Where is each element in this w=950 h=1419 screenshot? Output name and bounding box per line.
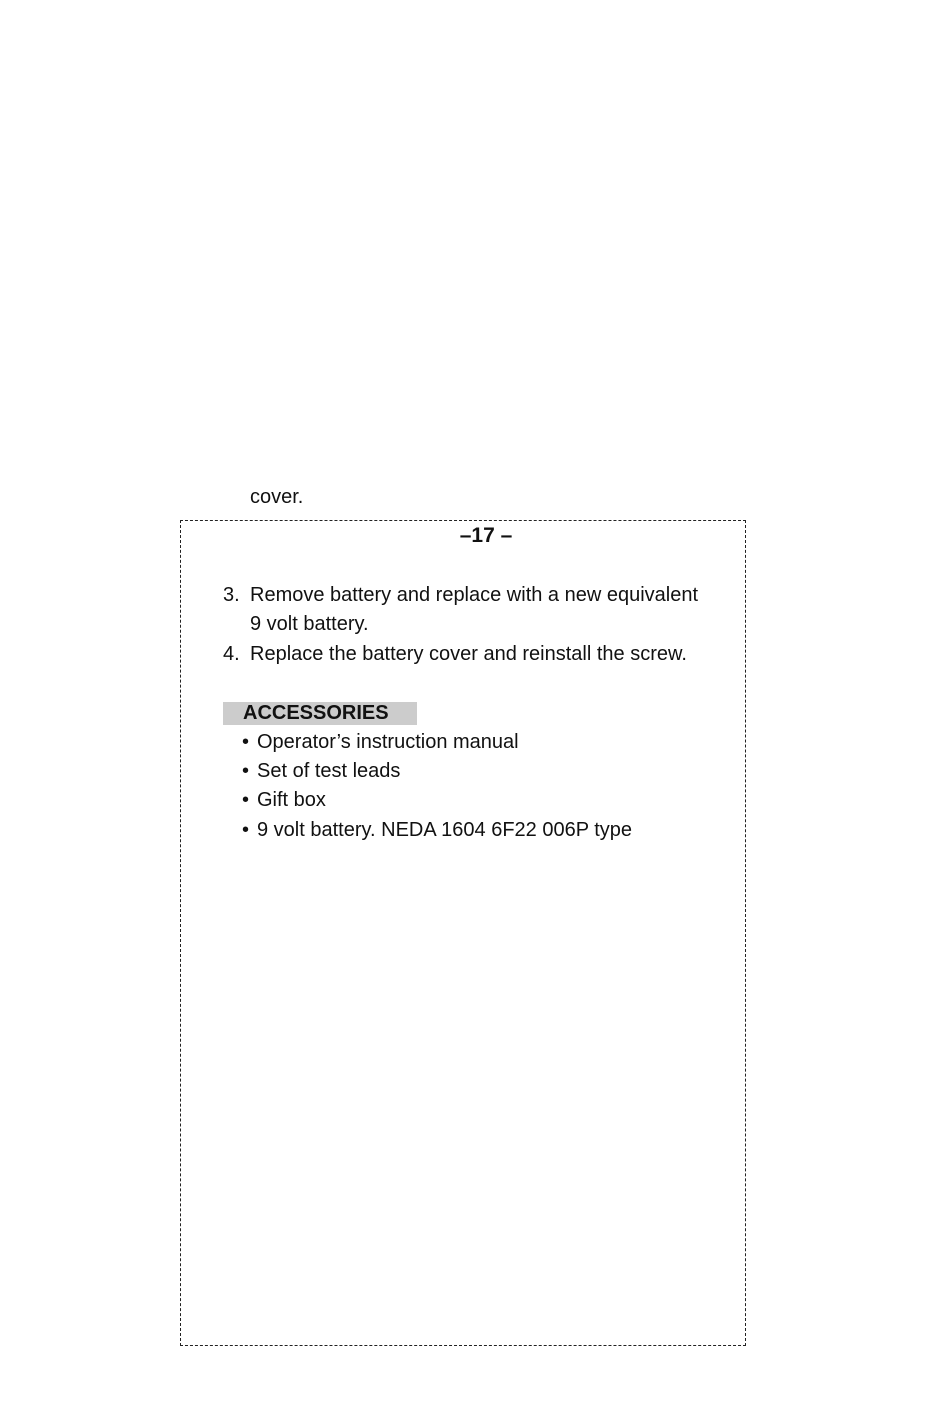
page-number: –17 – — [459, 524, 513, 547]
step-number: 4. — [223, 643, 240, 665]
list-item-text: 9 volt battery. NEDA 1604 6F22 006P type — [257, 819, 633, 841]
list-item-text: Operator’s instruction manual — [257, 731, 519, 753]
bullet-icon: • — [242, 819, 250, 841]
list-item — [242, 728, 519, 756]
step-number: 3. — [223, 584, 240, 606]
list-item — [242, 757, 400, 785]
list-item — [242, 816, 632, 844]
list-item-text: Set of test leads — [257, 760, 401, 782]
bullet-icon: • — [242, 789, 250, 811]
step-text: 9 volt battery. — [250, 613, 369, 635]
bullet-icon: • — [242, 731, 250, 753]
step-text: Replace the battery cover and reinstall the screw. — [250, 643, 687, 665]
list-item-text: Gift box — [257, 789, 326, 811]
accessories-heading: ACCESSORIES — [223, 702, 417, 725]
bullet-icon: • — [242, 760, 250, 782]
continued-text: cover. — [250, 486, 304, 508]
list-item — [242, 786, 326, 814]
step-text: Remove battery and replace with a new equivalent — [250, 584, 699, 606]
